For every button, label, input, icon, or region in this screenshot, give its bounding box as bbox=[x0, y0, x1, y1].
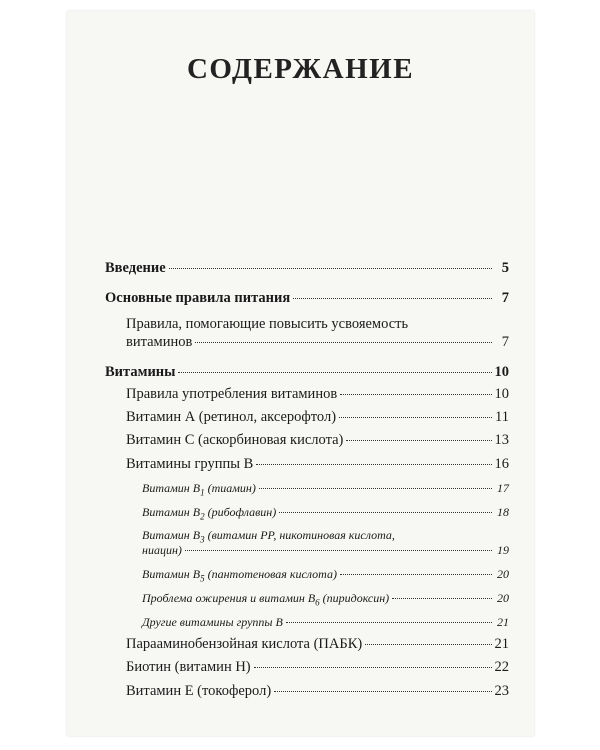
toc-entry-vitamin-a[interactable] bbox=[105, 409, 509, 426]
toc-entry-help[interactable] bbox=[105, 334, 509, 351]
toc-label: Витамин $B_1$ (тиамин) bbox=[142, 481, 256, 498]
toc-entry-b2[interactable] bbox=[105, 504, 509, 521]
toc-page: 11 bbox=[495, 409, 509, 425]
toc-entry-use-rules[interactable] bbox=[105, 386, 509, 403]
toc-page: 7 bbox=[501, 290, 509, 306]
toc-label: витаминов bbox=[126, 334, 193, 350]
toc-entry-paba[interactable] bbox=[105, 636, 509, 653]
dot-leader bbox=[340, 394, 491, 395]
dot-leader bbox=[279, 512, 492, 513]
book-page bbox=[67, 11, 534, 736]
dot-leader bbox=[340, 574, 492, 575]
toc-label: Правила употребления витаминов bbox=[126, 386, 338, 402]
dot-leader bbox=[259, 488, 492, 489]
toc-label: Витамин Е (токоферол) bbox=[126, 683, 272, 699]
toc-entry-help-line1[interactable] bbox=[105, 316, 509, 333]
dot-leader bbox=[339, 417, 492, 418]
toc-page: 23 bbox=[494, 683, 509, 699]
dot-leader bbox=[293, 298, 492, 299]
toc-page: 13 bbox=[494, 432, 509, 448]
toc-entry-vitamin-c[interactable] bbox=[105, 432, 509, 449]
toc-page: 7 bbox=[501, 334, 509, 350]
toc-label: Другие витамины группы В bbox=[142, 615, 283, 629]
dot-leader bbox=[256, 464, 491, 465]
toc-entry-intro[interactable] bbox=[105, 260, 509, 277]
toc-entry-group-b[interactable] bbox=[105, 456, 509, 473]
toc-page: 20 bbox=[497, 591, 509, 605]
toc-label: Биотин (витамин Н) bbox=[126, 659, 251, 675]
toc-entry-vitamins[interactable] bbox=[105, 364, 509, 381]
toc-page: 20 bbox=[497, 567, 509, 581]
dot-leader bbox=[185, 550, 492, 551]
dot-leader bbox=[274, 691, 491, 692]
toc-label: Витамин С (аскорбиновая кислота) bbox=[126, 432, 344, 448]
dot-leader bbox=[392, 598, 492, 599]
dot-leader bbox=[169, 268, 492, 269]
toc-page: 17 bbox=[497, 481, 509, 495]
toc-label: Парааминобензойная кислота (ПАБК) bbox=[126, 636, 363, 652]
toc-label: Витамины группы В bbox=[126, 456, 254, 472]
toc-page: 21 bbox=[497, 615, 509, 629]
toc-entry-rules[interactable] bbox=[105, 290, 509, 307]
page-title: СОДЕРЖАНИЕ bbox=[186, 53, 415, 85]
toc-page: 16 bbox=[494, 456, 509, 472]
dot-leader bbox=[178, 372, 491, 373]
dot-leader bbox=[365, 644, 491, 645]
dot-leader bbox=[254, 667, 492, 668]
toc-page: 18 bbox=[497, 505, 509, 519]
toc-entry-b5[interactable] bbox=[105, 566, 509, 583]
toc-label: Витамин $B_5$ (пантотеновая кислота) bbox=[142, 567, 337, 584]
toc-page: 21 bbox=[494, 636, 509, 652]
toc-label: Витамин А (ретинол, аксерофтол) bbox=[126, 409, 337, 425]
toc-entry-biotin[interactable] bbox=[105, 659, 509, 676]
toc-page: 19 bbox=[497, 543, 509, 557]
dot-leader bbox=[286, 622, 492, 623]
toc-entry-other-b[interactable] bbox=[105, 614, 509, 631]
toc-label: Витамины bbox=[105, 364, 176, 380]
toc-entry-b3[interactable] bbox=[105, 542, 509, 559]
toc-page: 22 bbox=[494, 659, 509, 675]
toc-entry-b6[interactable] bbox=[105, 590, 509, 607]
toc-label: Введение bbox=[105, 260, 166, 276]
toc-label: Витамин $B_2$ (рибофлавин) bbox=[142, 505, 277, 522]
dot-leader bbox=[346, 440, 491, 441]
toc-label: Правила, помогающие повысить усвояемость bbox=[126, 316, 409, 332]
toc-page: 10 bbox=[494, 386, 509, 402]
toc-label: Витамин $B_3$ (витамин PP, никотиновая кислота, bbox=[142, 528, 395, 545]
toc-page: 5 bbox=[501, 260, 509, 276]
toc-label: Проблема ожирения и витамин $B_6$ (пиридоксин) bbox=[142, 591, 390, 608]
toc-page: 10 bbox=[494, 364, 509, 380]
toc-label: ниацин) bbox=[142, 543, 182, 557]
dot-leader bbox=[195, 342, 492, 343]
toc-label: Основные правила питания bbox=[105, 290, 291, 306]
toc-entry-vitamin-e[interactable] bbox=[105, 683, 509, 700]
toc-entry-b1[interactable] bbox=[105, 480, 509, 497]
